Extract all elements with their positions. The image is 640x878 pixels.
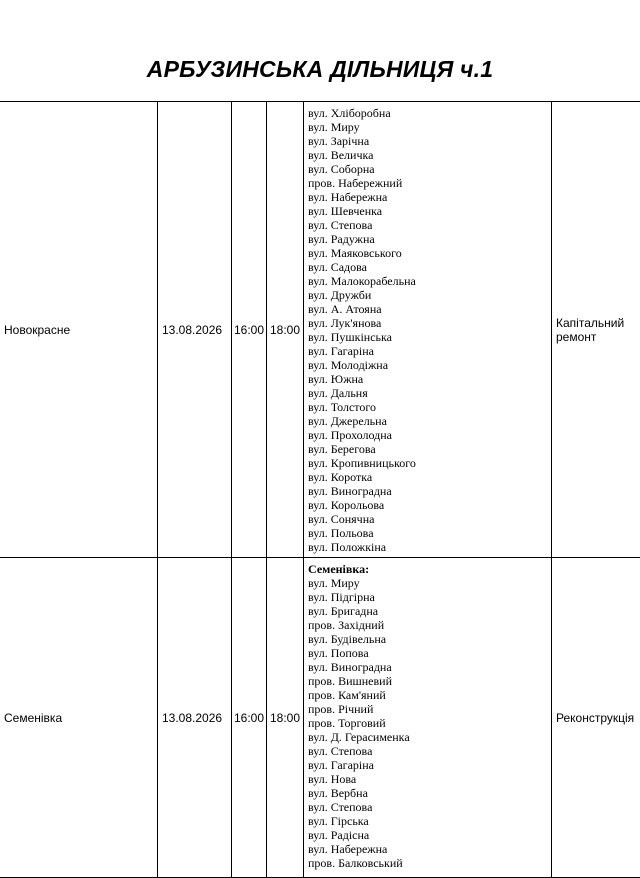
street-item: вул. Гірська [308,814,549,828]
street-item: вул. Величка [308,148,549,162]
street-item: пров. Річний [308,702,549,716]
street-item: вул. Миру [308,120,549,134]
street-item: вул. Толстого [308,400,549,414]
date-cell: 13.08.2026 [158,102,232,558]
street-item: вул. Набережна [308,842,549,856]
street-item: вул. Хліборобна [308,106,549,120]
street-list [308,106,549,554]
street-item: вул. Виноградна [308,660,549,674]
street-item: вул. Молодіжна [308,358,549,372]
street-item: вул. Берегова [308,442,549,456]
street-item: вул. Виноградна [308,484,549,498]
street-item: вул. Гагаріна [308,758,549,772]
street-item: пров. Кам'яний [308,688,549,702]
time-to-cell: 18:00 [267,102,304,558]
street-item: вул. Степова [308,800,549,814]
street-item: вул. Польова [308,526,549,540]
street-item: вул. Пушкінська [308,330,549,344]
street-item: пров. Набережний [308,176,549,190]
street-item: вул. Шевченка [308,204,549,218]
street-item: вул. Южна [308,372,549,386]
time-from-cell: 16:00 [232,102,267,558]
time-to-cell: 18:00 [267,558,304,878]
street-item: вул. Соборна [308,162,549,176]
date-cell: 13.08.2026 [158,558,232,878]
street-item: вул. А. Атояна [308,302,549,316]
time-from-cell: 16:00 [232,558,267,878]
street-item: вул. Прохолодна [308,428,549,442]
table-row [0,102,640,558]
street-item: пров. Торговий [308,716,549,730]
street-item: вул. Лук'янова [308,316,549,330]
village-cell: Семенівка [0,558,158,878]
street-list [308,576,549,870]
street-item: вул. Малокорабельна [308,274,549,288]
street-item: вул. Садова [308,260,549,274]
street-item: вул. Вербна [308,786,549,800]
streets-heading: Семенівка: [308,562,549,576]
streets-cell [304,102,552,558]
outage-schedule-table [0,101,640,878]
page-title: АРБУЗИНСЬКА ДІЛЬНИЦЯ ч.1 [0,56,640,83]
street-item: вул. Положкіна [308,540,549,554]
streets-cell [304,558,552,878]
street-item: вул. Степова [308,744,549,758]
street-item: вул. Маяковського [308,246,549,260]
street-item: вул. Будівельна [308,632,549,646]
street-item: вул. Радісна [308,828,549,842]
street-item: вул. Джерельна [308,414,549,428]
street-item: пров. Вишневий [308,674,549,688]
street-item: пров. Західний [308,618,549,632]
street-item: вул. Дальня [308,386,549,400]
street-item: вул. Набережна [308,190,549,204]
street-item: вул. Бригадна [308,604,549,618]
street-item: вул. Миру [308,576,549,590]
street-item: вул. Попова [308,646,549,660]
street-item: вул. Степова [308,218,549,232]
street-item: вул. Коротка [308,470,549,484]
street-item: вул. Д. Герасименка [308,730,549,744]
street-item: вул. Радужна [308,232,549,246]
street-item: пров. Балковський [308,856,549,870]
street-item: вул. Підгірна [308,590,549,604]
street-item: вул. Кропивницького [308,456,549,470]
street-item: вул. Гагаріна [308,344,549,358]
reason-cell: Реконструкція [552,558,640,878]
street-item: вул. Корольова [308,498,549,512]
street-item: вул. Дружби [308,288,549,302]
table-row [0,558,640,878]
reason-cell: Капітальний ремонт [552,102,640,558]
village-cell: Новокрасне [0,102,158,558]
street-item: вул. Зарічна [308,134,549,148]
street-item: вул. Нова [308,772,549,786]
street-item: вул. Сонячна [308,512,549,526]
